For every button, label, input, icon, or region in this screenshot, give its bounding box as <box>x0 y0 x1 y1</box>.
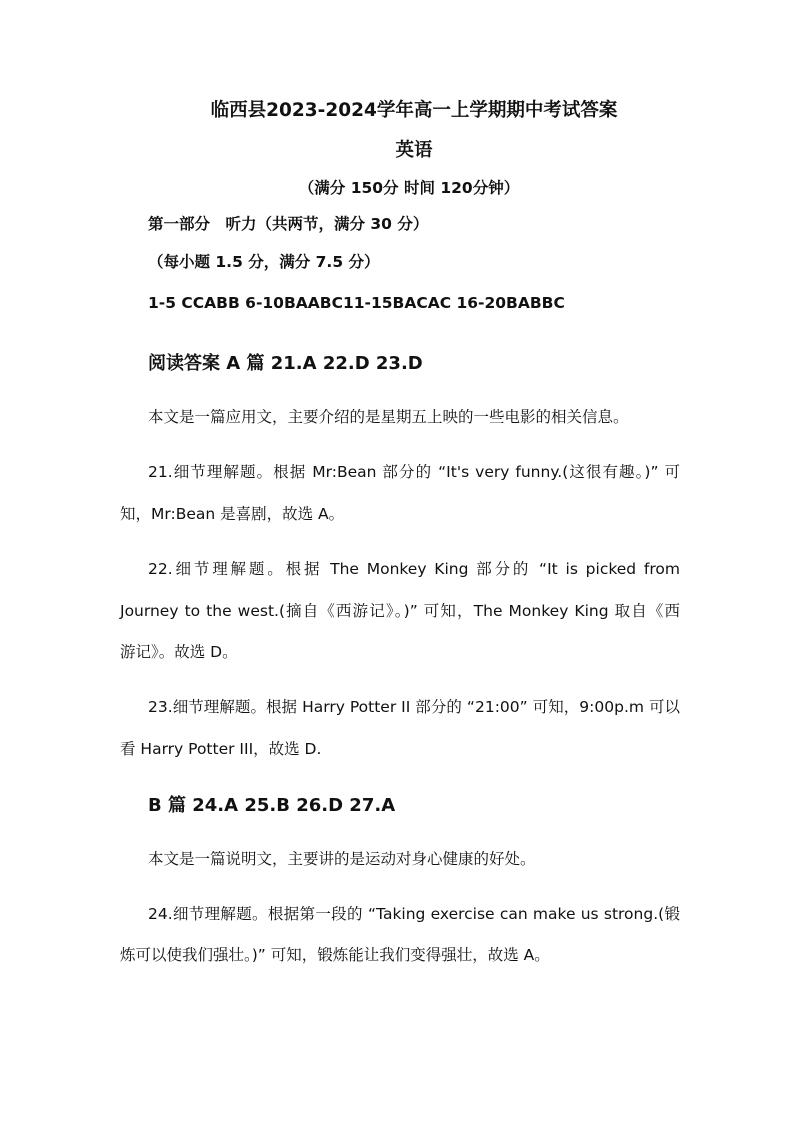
part1-heading: 第一部分 听力（共两节，满分 30 分） <box>148 215 429 233</box>
reading-b-summary: 本文是一篇说明文，主要讲的是运动对身心健康的好处。 <box>148 850 536 868</box>
reading-a-heading: 阅读答案 A 篇 21.A 22.D 23.D <box>148 353 423 374</box>
q22-explanation-line2: Journey to the west.(摘自《西游记》。)” 可知，The Monkey King 取自《西 <box>120 602 680 620</box>
reading-b-heading: B 篇 24.A 25.B 26.D 27.A <box>148 795 396 816</box>
q23-explanation-line1: 23.细节理解题。根据 Harry Potter II 部分的 “21:00” 可知，9:00p.m 可以 <box>148 698 680 716</box>
q23-explanation-line2: 看 Harry Potter III，故选 D. <box>120 740 322 758</box>
q22-explanation-line1: 22.细节理解题。根据 The Monkey King 部分的 “It is picked from <box>148 560 680 578</box>
q22-explanation-line3: 游记》。故选 D。 <box>120 643 238 661</box>
listening-answers: 1-5 CCABB 6-10BAABC11-15BACAC 16-20BABBC <box>148 294 565 312</box>
q21-explanation-line1: 21.细节理解题。根据 Mr:Bean 部分的 “It's very funny.(这很有趣。)” 可 <box>148 463 680 481</box>
q21-explanation-line2: 知，Mr:Bean 是喜剧，故选 A。 <box>120 505 345 523</box>
page-title: 临西县2023-2024学年高一上学期期中考试答案 <box>210 100 618 121</box>
reading-a-summary: 本文是一篇应用文，主要介绍的是星期五上映的一些电影的相关信息。 <box>148 408 629 426</box>
q24-explanation-line2: 炼可以使我们强壮。)” 可知，锻炼能让我们变得强壮，故选 A。 <box>120 946 550 964</box>
subject-title: 英语 <box>395 140 433 161</box>
part1-subheading: （每小题 1.5 分，满分 7.5 分） <box>148 253 380 271</box>
score-time-info: （满分 150分 时间 120分钟） <box>298 179 520 197</box>
q24-explanation-line1: 24.细节理解题。根据第一段的 “Taking exercise can make us strong.(锻 <box>148 905 680 923</box>
